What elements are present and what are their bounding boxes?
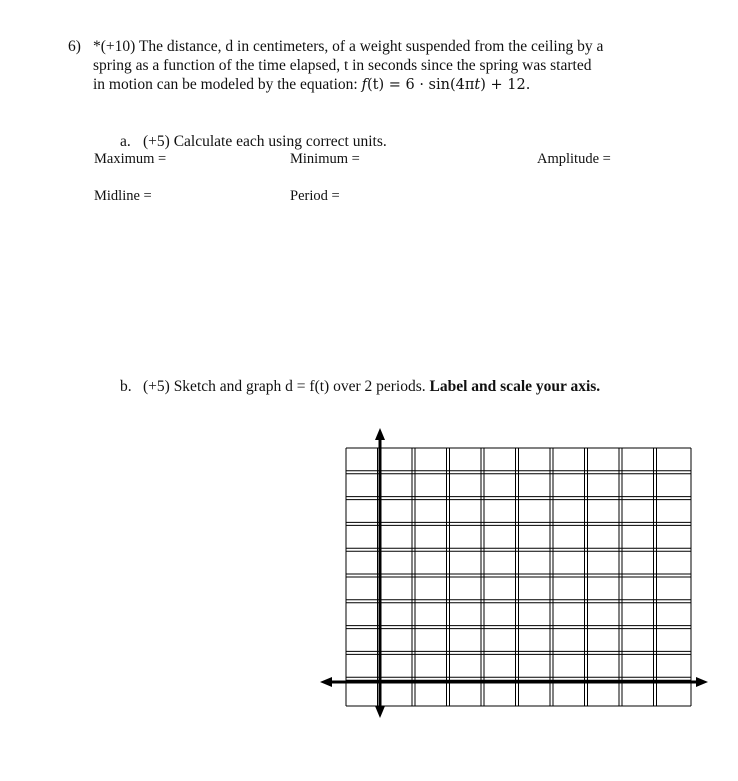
y-axis-arrow-down bbox=[375, 706, 385, 718]
period-label: Period = bbox=[290, 188, 340, 204]
equation-rhs-var: t bbox=[474, 77, 481, 93]
question-line-1: *(+10) The distance, d in centimeters, of a weight suspended from the ceiling by a bbox=[93, 38, 604, 55]
amplitude-label: Amplitude = bbox=[537, 151, 611, 167]
part-a-label: a. bbox=[120, 133, 131, 150]
midline-label: Midline = bbox=[94, 188, 152, 204]
equation-lhs-var: (t) bbox=[366, 77, 385, 93]
part-b-prompt-text: (+5) Sketch and graph d = f(t) over 2 periods. bbox=[143, 378, 426, 395]
maximum-label: Maximum = bbox=[94, 151, 167, 167]
part-a-prompt: (+5) Calculate each using correct units. bbox=[143, 133, 387, 150]
equation-rhs-end: ) + 12. bbox=[480, 77, 531, 93]
equation-rhs: = 6 · sin(4π bbox=[384, 77, 475, 93]
part-b-prompt-bold: Label and scale your axis. bbox=[429, 378, 601, 395]
x-axis-arrow-right bbox=[696, 677, 708, 687]
x-axis-arrow-left bbox=[320, 677, 332, 687]
equation-func: f bbox=[361, 77, 367, 93]
part-b-label: b. bbox=[120, 378, 132, 395]
question-line-2: spring as a function of the time elapsed, t in seconds since the spring was started bbox=[93, 57, 592, 74]
question-line-3-text: in motion can be modeled by the equation: bbox=[93, 76, 358, 93]
y-axis-arrow-up bbox=[375, 428, 385, 440]
minimum-label: Minimum = bbox=[290, 151, 360, 167]
question-number: 6) bbox=[68, 38, 81, 55]
